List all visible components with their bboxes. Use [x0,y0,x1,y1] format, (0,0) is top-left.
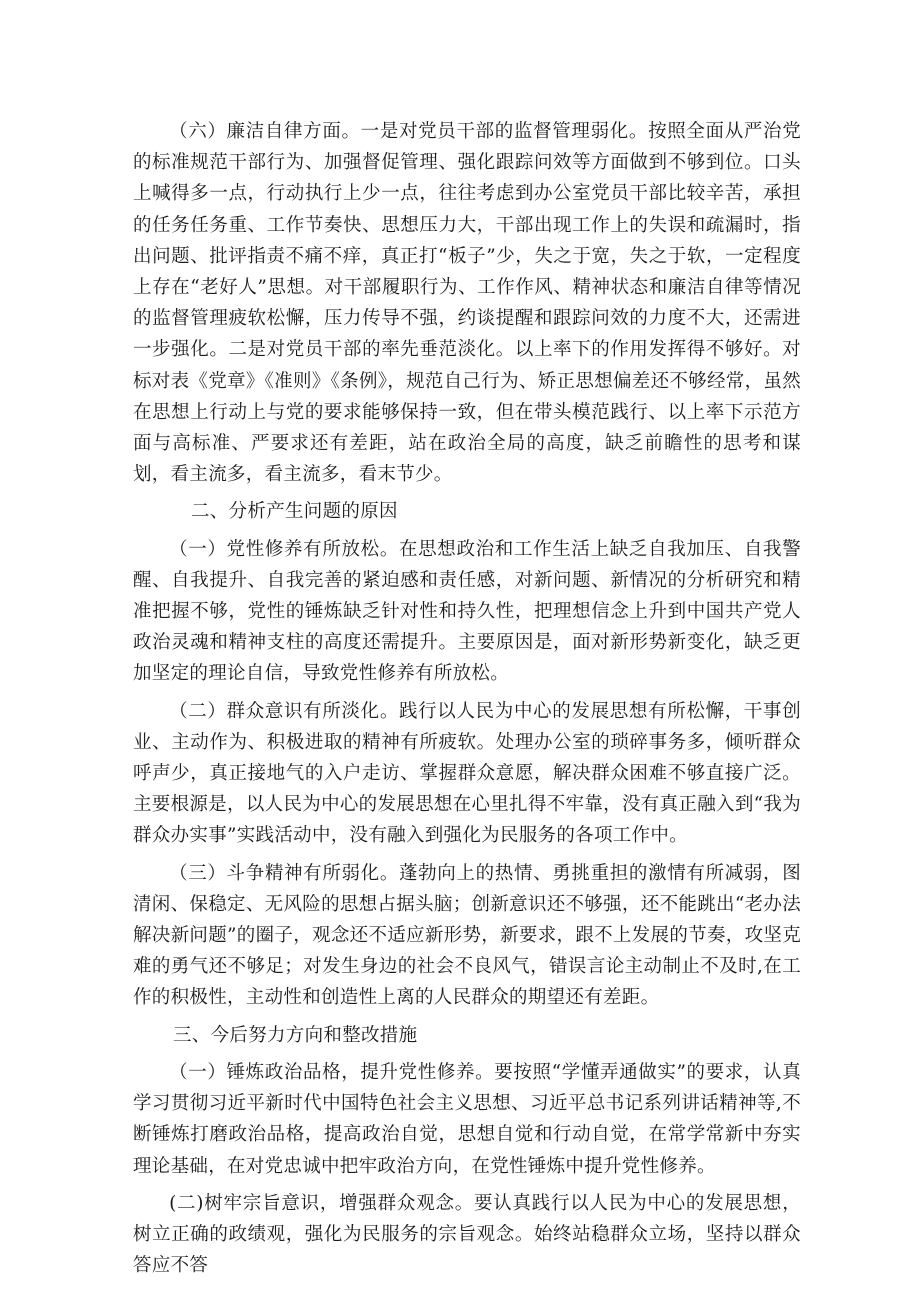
section-heading-measures: 三、今后努力方向和整改措施 [173,1024,418,1046]
paragraph-party-spirit: （一）党性修养有所放松。在思想政治和工作生活上缺乏自我加压、自我警醒、自我提升、自我完善的紧迫感和责任感，对新问题、新情况的分析研究和精准把握不够，党性的锤炼缺乏针对性和持久性，把理想信念上升到中国共产党人政治灵魂和精神支柱的高度还需提升。主要原因是，面对新形势新变化，缺乏更加坚定的理论自信，导致党性修养有所放松。 [133,538,801,685]
section-heading-causes: 二、分析产生问题的原因 [191,501,398,523]
paragraph-masses: （二）群众意识有所淡化。践行以人民为中心的发展思想有所松懈，干事创业、主动作为、积极进取的精神有所疲软。处理办公室的琐碎事务多，倾听群众呼声少，真正接地气的入户走访、掌握群众意愿，解决群众困难不够直接广泛。主要根源是，以人民为中心的发展思想在心里扎得不牢靠，没有真正融入到“我为群众办实事”实践活动中，没有融入到强化为民服务的各项工作中。 [133,700,801,847]
paragraph-political: （一）锤炼政治品格，提升党性修养。要按照“学懂弄通做实”的要求，认真学习贯彻习近平新时代中国特色社会主义思想、习近平总书记系列讲话精神等,不断锤炼打磨政治品格，提高政治自觉，思想自觉和行动自觉，在常学常新中夯实理论基础，在对党忠诚中把牢政治方向，在党性锤炼中提升党性修养。 [133,1061,801,1177]
paragraph-struggle: （三）斗争精神有所弱化。蓬勃向上的热情、勇挑重担的激情有所减弱，图清闲、保稳定、无风险的思想占据头脑；创新意识还不够强，还不能跳出“老办法解决新问题”的圈子，观念还不适应新形势，新要求，跟不上发展的节奏，攻坚克难的勇气还不够足；对发生身边的社会不良风气，错误言论主动制止不及时,在工作的积极性，主动性和创造性上离的人民群众的期望还有差距。 [133,862,801,1009]
paragraph-purpose: (二)树牢宗旨意识，增强群众观念。要认真践行以人民为中心的发展思想，树立正确的政绩观，强化为民服务的宗旨观念。始终站稳群众立场，坚持以群众答应不答 [133,1192,801,1277]
paragraph-integrity: （六）廉洁自律方面。一是对党员干部的监督管理弱化。按照全面从严治党的标准规范干部行为、加强督促管理、强化跟踪问效等方面做到不够到位。口头上喊得多一点，行动执行上少一点，往往考虑到办公室党员干部比较辛苦，承担的任务任务重、工作节奏快、思想压力大，干部出现工作上的失误和疏漏时，指出问题、批评指责不痛不痒，真正打“板子”少，失之于宽，失之于软，一定程度上存在“老好人”思想。对干部履职行为、工作作风、精神状态和廉洁自律等情况的监督管理疲软松懈，压力传导不强，约谈提醒和跟踪问效的力度不大，还需进一步强化。二是对党员干部的率先垂范淡化。以上率下的作用发挥得不够好。对标对表《党章》《准则》《条例》，规范自己行为、矫正思想偏差还不够经常，虽然在思想上行动上与党的要求能够保持一致，但在带头模范践行、以上率下示范方面与高标准、严要求还有差距，站在政治全局的高度，缺乏前瞻性的思考和谋划，看主流多，看主流多，看末节少。 [133,121,801,486]
document-page [133,116,801,1281]
